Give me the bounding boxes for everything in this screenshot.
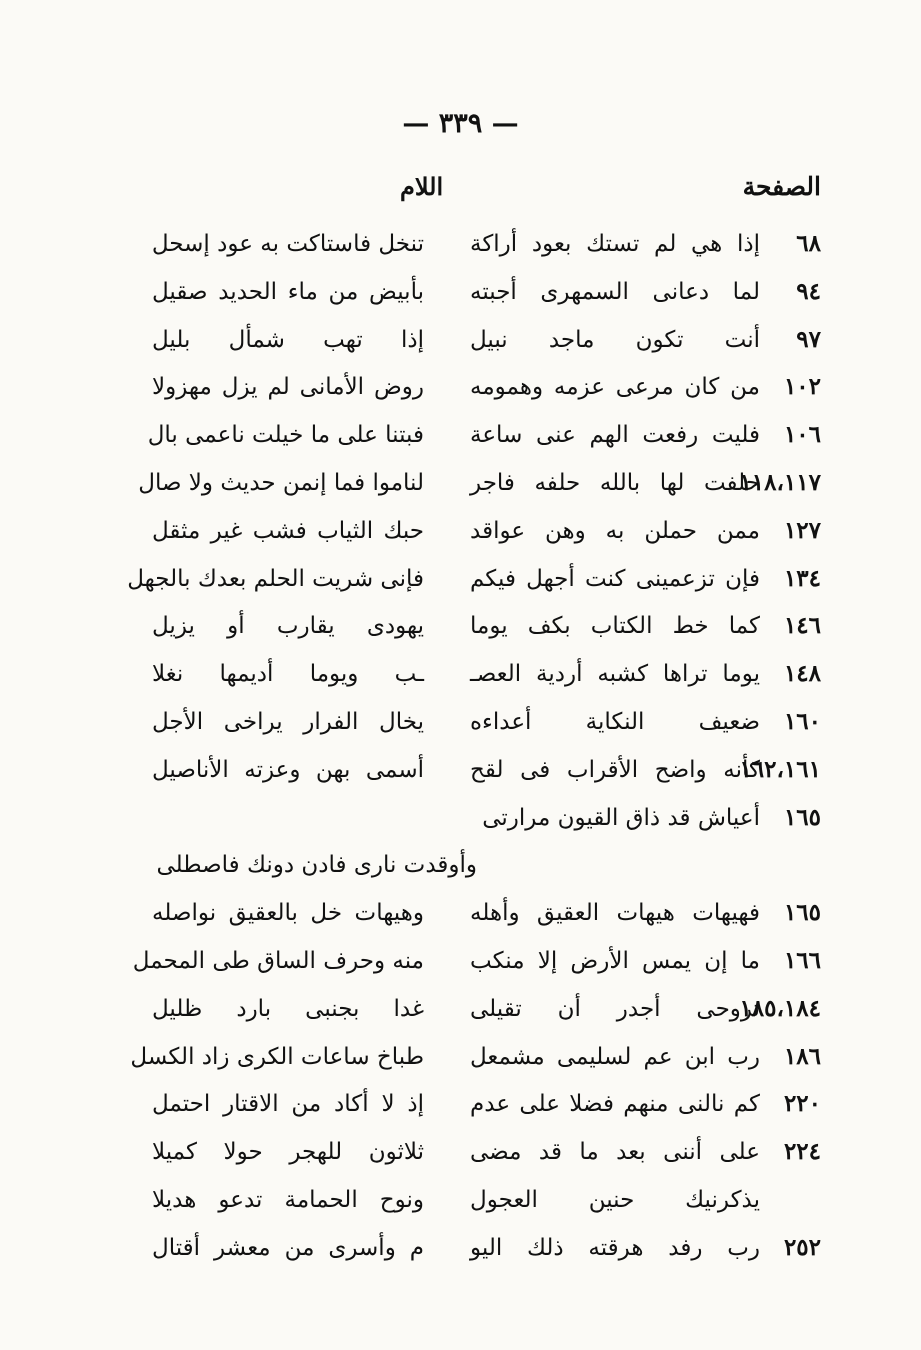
index-row xyxy=(0,650,921,698)
page-ref: ١٢٧ xyxy=(783,516,821,544)
first-hemistich: لما دعانى السمهرى أجبته xyxy=(470,278,760,305)
page-ref: ٩٤ xyxy=(796,277,821,305)
second-hemistich: طباخ ساعات الكرى زاد الكسل xyxy=(130,1043,424,1070)
second-hemistich: يهودى يقارب أو يزيل xyxy=(152,613,424,640)
second-hemistich: إذ لا أكاد من الاقتار احتمل xyxy=(152,1091,424,1118)
index-row xyxy=(0,985,921,1033)
first-hemistich: كم نالنى منهم فضلا على عدم xyxy=(470,1091,760,1118)
first-hemistich: فإن تزعمينى كنت أجهل فيكم xyxy=(470,565,760,592)
index-row xyxy=(0,746,921,794)
index-row xyxy=(0,1080,921,1128)
page-ref: ١١٨،١١٧ xyxy=(739,468,821,496)
second-hemistich: غدا بجنبى بارد ظليل xyxy=(152,995,424,1022)
index-row xyxy=(0,363,921,411)
second-hemistich: فبتنا على ما خيلت ناعمى بال xyxy=(147,422,424,449)
index-row xyxy=(0,459,921,507)
first-hemistich: أعياش قد ذاق القيون مرارتى xyxy=(482,804,760,831)
second-hemistich: حبك الثياب فشب غير مثقل xyxy=(152,517,424,544)
first-hemistich: يوما تراها كشبه أردية العصـ xyxy=(470,661,760,688)
second-hemistich: م وأسرى من معشر أقتال xyxy=(152,1234,424,1261)
first-hemistich: كما خط الكتاب بكف يوما xyxy=(470,613,760,640)
second-hemistich: إذا تهب شمأل بليل xyxy=(152,326,424,353)
second-hemistich: ونوح الحمامة تدعو هديلا xyxy=(152,1186,424,1213)
index-row xyxy=(0,316,921,364)
page-ref: ١٨٥،١٨٤ xyxy=(739,994,821,1022)
first-hemistich: تروحى أجدر أن تقيلى xyxy=(470,995,760,1022)
page-column-heading: الصفحة xyxy=(742,172,821,201)
page-ref: ٦٨ xyxy=(796,230,821,257)
first-hemistich: أنت تكون ماجد نبيل xyxy=(470,326,760,353)
first-hemistich: فليت رفعت الهم عنى ساعة xyxy=(470,422,760,449)
page-ref: ١٤٦ xyxy=(783,612,821,640)
page-ref: ١٠٦ xyxy=(783,421,821,449)
second-hemistich: روض الأمانى لم يزل مهزولا xyxy=(152,374,424,401)
page-ref: ١٦٥ xyxy=(783,899,821,927)
second-hemistich: منه وحرف الساق طى المحمل xyxy=(132,947,424,974)
page-ref: ١٤٨ xyxy=(783,660,821,688)
index-row xyxy=(0,602,921,650)
page-ref: ٢٥٢ xyxy=(783,1233,821,1261)
first-hemistich: فهيهات هيهات العقيق وأهله xyxy=(470,900,760,927)
index-row xyxy=(0,794,921,842)
first-hemistich: يذكرنيك حنين العجول xyxy=(470,1186,760,1213)
page-number: — ٣٣٩ — xyxy=(402,108,519,139)
letter-section-heading: اللام xyxy=(400,172,444,201)
index-row xyxy=(0,1176,921,1224)
page-ref: ١٠٢ xyxy=(783,373,821,401)
page-ref: ٢٢٤ xyxy=(783,1138,821,1166)
second-hemistich: فإنى شريت الحلم بعدك بالجهل xyxy=(127,565,424,592)
page-ref: ١٣٤ xyxy=(783,564,821,592)
first-hemistich: ممن حملن به وهن عواقد xyxy=(470,517,760,544)
page-ref: ٢٢٠ xyxy=(783,1090,821,1118)
second-hemistich: ثلاثون للهجر حولا كميلا xyxy=(152,1139,424,1166)
first-hemistich: كأنه واضح الأقراب فى لقح xyxy=(470,756,760,783)
page-ref: ١٦٠ xyxy=(783,707,821,735)
first-hemistich: رب رفد هرقته ذلك اليو xyxy=(470,1234,760,1261)
first-hemistich: ما إن يمس الأرض إلا منكب xyxy=(470,947,760,974)
page-ref: ١٦٥ xyxy=(783,803,821,831)
index-row xyxy=(0,937,921,985)
first-hemistich: ضعيف النكاية أعداءه xyxy=(470,708,760,735)
second-hemistich: تنخل فاستاكت به عود إسحل xyxy=(151,231,424,257)
index-row xyxy=(0,507,921,555)
second-hemistich: لناموا فما إنمن حديث ولا صال xyxy=(138,469,424,496)
index-row xyxy=(0,268,921,316)
index-row xyxy=(0,220,921,268)
first-hemistich: حلفت لها بالله حلفه فاجر xyxy=(470,469,760,496)
index-row xyxy=(0,411,921,459)
page-ref: ١٨٦ xyxy=(783,1042,821,1070)
index-row xyxy=(0,1033,921,1081)
first-hemistich: إذا هي لم تستك بعود أراكة xyxy=(470,231,760,257)
index-row xyxy=(0,889,921,937)
second-hemistich: وأوقدت نارى فادن دونك فاصطلى xyxy=(156,852,477,879)
index-row xyxy=(0,698,921,746)
first-hemistich: من كان مرعى عزمه وهمومه xyxy=(470,374,760,401)
second-hemistich: أسمى بهن وعزته الأناصيل xyxy=(152,756,424,783)
page-ref: ٩٧ xyxy=(796,325,821,353)
verse-index-list xyxy=(0,220,921,1272)
page-ref: ١٦٦ xyxy=(783,946,821,974)
index-row xyxy=(0,1128,921,1176)
second-hemistich: يخال الفرار يراخى الأجل xyxy=(152,708,424,735)
first-hemistich: رب ابن عم لسليمى مشمعل xyxy=(470,1043,760,1070)
index-row xyxy=(0,1224,921,1272)
index-row xyxy=(0,555,921,603)
second-hemistich: ـب ويوما أديمها نغلا xyxy=(152,661,424,688)
second-hemistich: وهيهات خل بالعقيق نواصله xyxy=(152,900,424,927)
second-hemistich: بأبيض من ماء الحديد صقيل xyxy=(152,278,424,305)
page-ref: ١٦٢،١٦١ xyxy=(739,755,821,783)
index-row xyxy=(0,841,921,889)
first-hemistich: على أننى بعد ما قد مضى xyxy=(470,1139,760,1166)
